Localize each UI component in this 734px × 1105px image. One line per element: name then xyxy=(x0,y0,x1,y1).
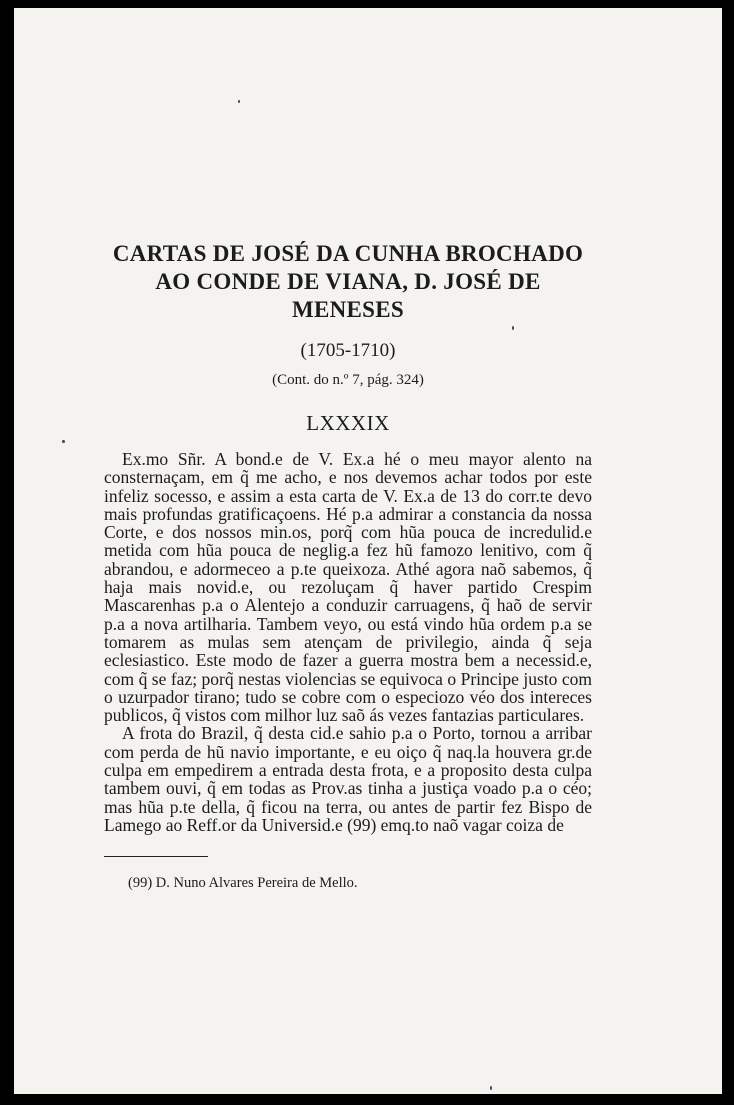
title-line-1: CARTAS DE JOSÉ DA CUNHA BROCHADO xyxy=(112,241,584,266)
date-range: (1705-1710) xyxy=(300,340,396,361)
paragraph-2: A frota do Brazil, q̃ desta cid.e sahio p.a o Porto, tornou a arribar com perda de hũ navio importante, e eu oiço q̃ naq.la houvera gr.de culpa em empedirem a entrada desta frota, e a proposito desta culpa tambem ouvi, q̃ em todas as Prov.as tinha a justiça voado p.a o céo; mas hũa p.te della, q̃ ficou na terra, ou antes de partir fez Bispo de Lamego ao Reff.or da Universid.e (99) emq.to naõ vagar coiza de xyxy=(104,723,592,835)
scan-speck xyxy=(490,1086,492,1090)
scan-speck xyxy=(238,100,240,103)
document-title xyxy=(104,240,592,324)
scan-speck xyxy=(512,326,514,330)
document-page xyxy=(14,8,722,1094)
continuation-note: (Cont. do n.º 7, pág. 324) xyxy=(272,372,424,388)
scan-speck xyxy=(62,440,65,443)
letter-number: LXXXIX xyxy=(306,411,390,435)
paragraph-1: Ex.mo Sñr. A bond.e de V. Ex.a hé o meu mayor alento na consternaçam, em q̃ me acho, e nos devemos achar todos por este infeliz socesso, e assim a esta carta de V. Ex.a de 13 do corr.te devo mais profundas gratificaçoens. Hé p.a admirar a constancia da nossa Corte, e dos nossos min.os, porq̃ com hũa pouca de incredulid.e metida com hũa pouca de neglig.a fez hũ famozo lenitivo, com q̃ abrandou, e adormeceo a p.te queixoza. Athé agora naõ sabemos, q̃ haja mais novid.e, ou rezoluçam q̃ haver partido Crespim Mascarenhas p.a o Alentejo a conduzir carruagens, q̃ haõ de servir p.a a nova artilharia. Tambem veyo, ou está vindo hũa ordem p.a se tomarem as mulas sem atençam de privilegio, ainda q̃ seja eclesiastico. Este modo de fazer a guerra mostra bem a necessid.e, com q̃ se faz; porq̃ nestas violencias se equivoca o Principe justo com o uzurpador tirano; tudo se cobre com o especiozo véo dos intereces publicos, q̃ vistos com milhor luz saõ ás vezes fantazias particulares. xyxy=(104,449,592,726)
footnote-rule xyxy=(104,856,208,857)
page-content xyxy=(104,240,592,892)
footnote: (99) D. Nuno Alvares Pereira de Mello. xyxy=(128,875,358,892)
title-line-2: AO CONDE DE VIANA, D. JOSÉ DE MENESES xyxy=(155,269,541,322)
letter-body xyxy=(104,450,592,834)
